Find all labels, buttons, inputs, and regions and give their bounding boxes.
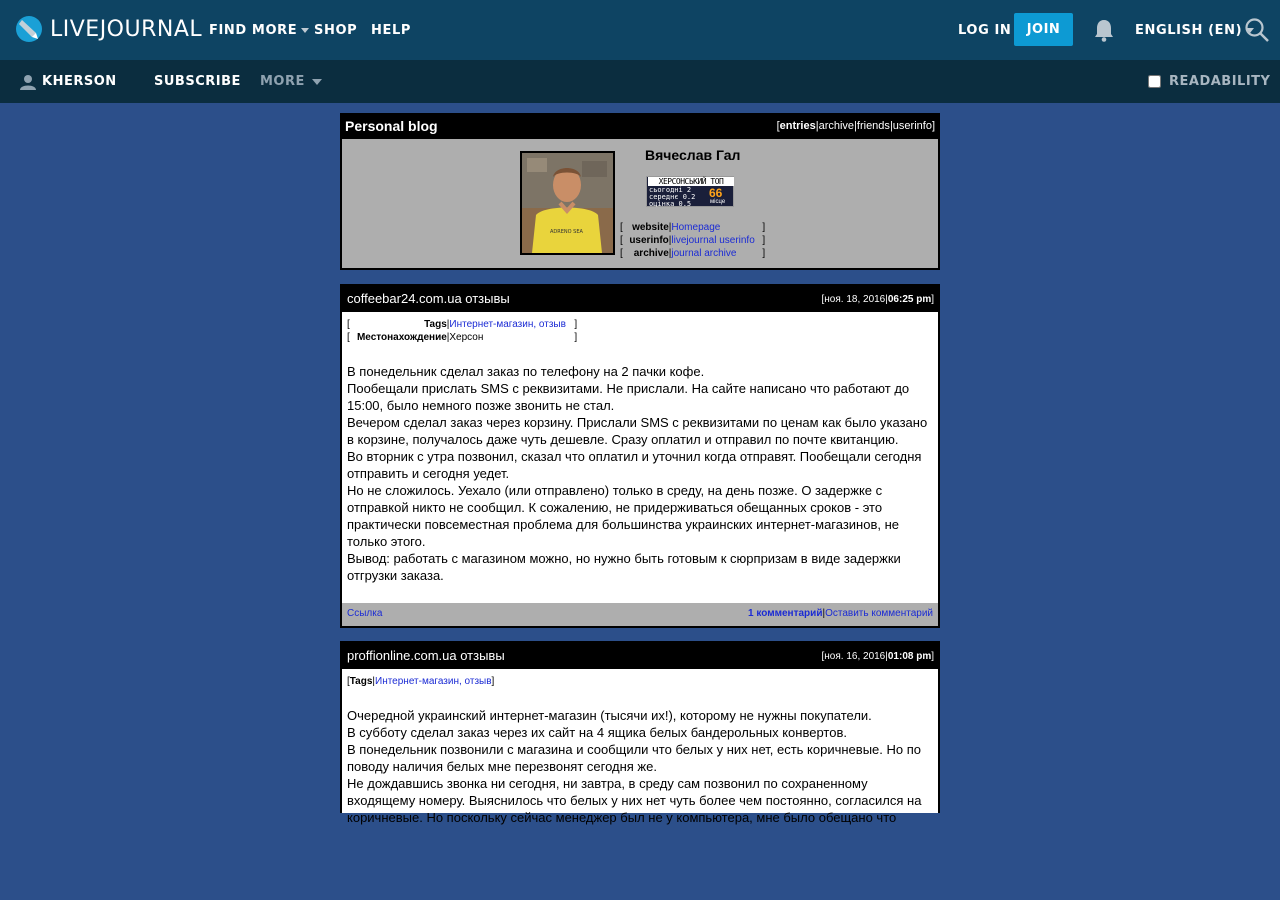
bracket-close: ] <box>762 235 766 246</box>
entry-time: 01:08 pm <box>887 651 932 662</box>
entry-paragraph: Вечером сделал заказ через корзину. Прислали SMS с реквизитами по ценам как было указано в корзине, получалось даже чуть дешевле. Сразу оплатил и отправил по почте квитанцию. <box>347 415 928 447</box>
entry-location: Херсон <box>449 332 484 343</box>
bracket-open: [ <box>620 235 623 246</box>
entry-date-value: ноя. 18, 2016 <box>824 294 886 305</box>
entry-subject[interactable]: coffeebar24.com.ua отзывы <box>347 291 510 306</box>
separator: | <box>372 676 375 687</box>
login-link[interactable] <box>958 0 1011 60</box>
userinfo-link[interactable]: userinfo <box>892 120 932 132</box>
badge-line: оцінка 0.5 <box>649 200 692 208</box>
journal-name: KHERSON <box>42 74 117 89</box>
chevron-down-icon <box>301 28 309 33</box>
comments-link[interactable]: 1 комментарий <box>748 608 823 619</box>
badge-title: ХЕРСОНСЬКИЙ ТОП <box>648 177 734 186</box>
readability-toggle[interactable] <box>1148 60 1270 103</box>
entry-footer <box>342 603 938 626</box>
info-row <box>620 247 767 260</box>
logo-text: LIVEJOURNAL <box>50 16 203 42</box>
journal-navbar <box>0 60 1280 103</box>
pencil-logo-icon <box>15 14 43 44</box>
top-navbar <box>0 0 1280 60</box>
journal-entry <box>340 641 940 825</box>
more-label: MORE <box>260 74 305 89</box>
badge-rank: 66 <box>709 186 723 200</box>
tags-label: Tags <box>349 676 373 687</box>
language-label: ENGLISH (EN) <box>1135 22 1243 38</box>
bracket-close: ] <box>574 332 578 343</box>
subscribe-label: SUBSCRIBE <box>154 74 241 89</box>
search-icon[interactable] <box>1244 17 1270 43</box>
badge-unit: місце <box>710 199 726 205</box>
find-more-menu[interactable] <box>209 0 309 60</box>
shop-label: SHOP <box>314 22 358 38</box>
separator: | <box>822 608 826 619</box>
entry-header <box>342 286 938 312</box>
entry-date-value: ноя. 16, 2016 <box>824 651 886 662</box>
blog-title-bar <box>342 115 938 139</box>
help-label: HELP <box>371 22 411 38</box>
user-info-table <box>620 221 767 260</box>
journal-nav-links: [entries|archive|friends|userinfo] <box>776 120 935 132</box>
tags-row <box>347 318 933 331</box>
subscribe-button[interactable] <box>154 60 241 103</box>
info-label: archive <box>633 248 669 259</box>
blog-header <box>340 113 940 270</box>
badge-line: сьогодні 2 <box>649 186 692 194</box>
language-selector[interactable] <box>1135 0 1254 60</box>
userinfo-page-link[interactable]: livejournal userinfo <box>671 235 755 246</box>
entry-paragraph: В понедельник позвонили с магазина и сообщили что белых у них нет, есть коричневые. Но по поводу наличия белых мне перезвонят сегодня же. <box>347 742 921 774</box>
entry-tags[interactable]: Интернет-магазин, отзыв <box>375 676 492 687</box>
bracket-close: ] <box>762 248 766 259</box>
tags-row <box>347 675 933 688</box>
avatar-photo <box>522 153 613 253</box>
user-avatar[interactable] <box>520 151 615 255</box>
entry-paragraph: В понедельник сделал заказ по телефону на 2 пачки кофе. <box>347 364 705 379</box>
chevron-down-icon <box>312 79 322 85</box>
bracket-close: ] <box>762 222 766 233</box>
archive-link[interactable]: archive <box>818 120 855 132</box>
info-row <box>620 234 767 247</box>
readability-checkbox[interactable] <box>1148 75 1161 88</box>
journal-user-link[interactable] <box>20 60 117 103</box>
friends-link[interactable]: friends <box>856 120 890 132</box>
separator: | <box>446 319 450 330</box>
separator: | <box>668 222 672 233</box>
separator: | <box>668 235 672 246</box>
login-label: LOG IN <box>958 22 1012 38</box>
bracket-open: [ <box>347 319 350 330</box>
badge-stats <box>649 187 695 208</box>
separator: | <box>668 248 672 259</box>
badge-line: середнє 0.2 <box>649 193 696 201</box>
entry-meta <box>342 669 938 688</box>
entry-date: [ноя. 16, 2016|01:08 pm] <box>821 651 934 662</box>
entry-paragraph: Очередной украинский интернет-магазин (тысячи их!), которому не нужны покупатели. <box>347 708 872 723</box>
user-icon <box>20 74 36 90</box>
entry-paragraph: Во вторник с утра позвонил, сказал что оплатил и уточнил когда отправят. Пообещали сегодня отправить и сегодня уедет. <box>347 449 922 481</box>
location-row <box>347 331 933 344</box>
bracket-open: [ <box>347 332 350 343</box>
website-link[interactable]: Homepage <box>671 222 721 233</box>
info-label: website <box>632 222 669 233</box>
entry-paragraph: Пообещали прислать SMS с реквизитами. Не прислали. На сайте написано что работают до 15:00, было немного позже звонить не стал. <box>347 381 910 413</box>
entry-meta <box>342 312 938 344</box>
livejournal-logo[interactable] <box>15 14 202 44</box>
info-row <box>620 221 767 234</box>
svg-text:ADRENO SEA: ADRENO SEA <box>550 229 583 235</box>
entry-body <box>342 707 938 826</box>
entry-date: [ноя. 18, 2016|06:25 pm] <box>821 294 934 305</box>
entry-permalink[interactable]: Ссылка <box>347 608 383 619</box>
help-link[interactable] <box>371 0 411 60</box>
user-name: Вячеслав Гал <box>645 147 741 163</box>
shop-link[interactable] <box>314 0 357 60</box>
entry-paragraph: Но не сложилось. Уехало (или отправлено) только в среду, на день позже. О задержке с отправкой никто не сообщил. К сожалению, не придерживаться обещанных сроков - это практически повсеместная проблема для большинства украинских интернет-магазинов, не только этого. <box>347 483 900 549</box>
entry-header <box>342 643 938 669</box>
join-button[interactable]: JOIN <box>1014 13 1073 46</box>
blog-title: Personal blog <box>345 118 438 134</box>
kherson-top-badge[interactable] <box>646 176 734 207</box>
journal-archive-link[interactable]: journal archive <box>671 248 737 259</box>
leave-comment-link[interactable]: Оставить комментарий <box>825 608 933 619</box>
info-label: userinfo <box>629 235 669 246</box>
bell-icon[interactable] <box>1093 18 1115 42</box>
tags-label: Tags <box>424 319 447 330</box>
bracket-open: [ <box>620 248 623 259</box>
more-menu[interactable] <box>260 60 322 103</box>
entry-time: 06:25 pm <box>887 294 932 305</box>
entry-subject[interactable]: proffionline.com.ua отзывы <box>347 648 505 663</box>
bracket-close: ] <box>491 676 495 687</box>
bracket-close: ] <box>574 319 578 330</box>
entry-paragraph: Не дождавшись звонка ни сегодня, ни завтра, в среду сам позвонил по сохраненному входящему номеру. Выяснилось что белых у них нет чуть более чем постоянно, согласился на коричневые. Но поскольку сейчас менеджер был не у компьютера, мне было обещано что <box>347 776 922 825</box>
location-label: Местонахождение <box>356 332 447 343</box>
comment-links <box>748 608 933 619</box>
bracket-open: [ <box>347 676 350 687</box>
readability-label: READABILITY <box>1169 74 1271 89</box>
entry-paragraph: Вывод: работать с магазином можно, но нужно быть готовым к сюрпризам в виде задержки отгрузки заказа. <box>347 551 901 583</box>
entry-tags[interactable]: Интернет-магазин, отзыв <box>449 319 566 330</box>
separator: | <box>446 332 450 343</box>
entry-body <box>342 363 938 584</box>
bracket-open: [ <box>620 222 623 233</box>
entry-paragraph: В субботу сделал заказ через их сайт на 4 ящика белых бандерольных конвертов. <box>347 725 847 740</box>
find-more-label: FIND MORE <box>209 22 298 38</box>
entries-link[interactable]: entries <box>779 120 816 132</box>
journal-entry <box>340 284 940 628</box>
